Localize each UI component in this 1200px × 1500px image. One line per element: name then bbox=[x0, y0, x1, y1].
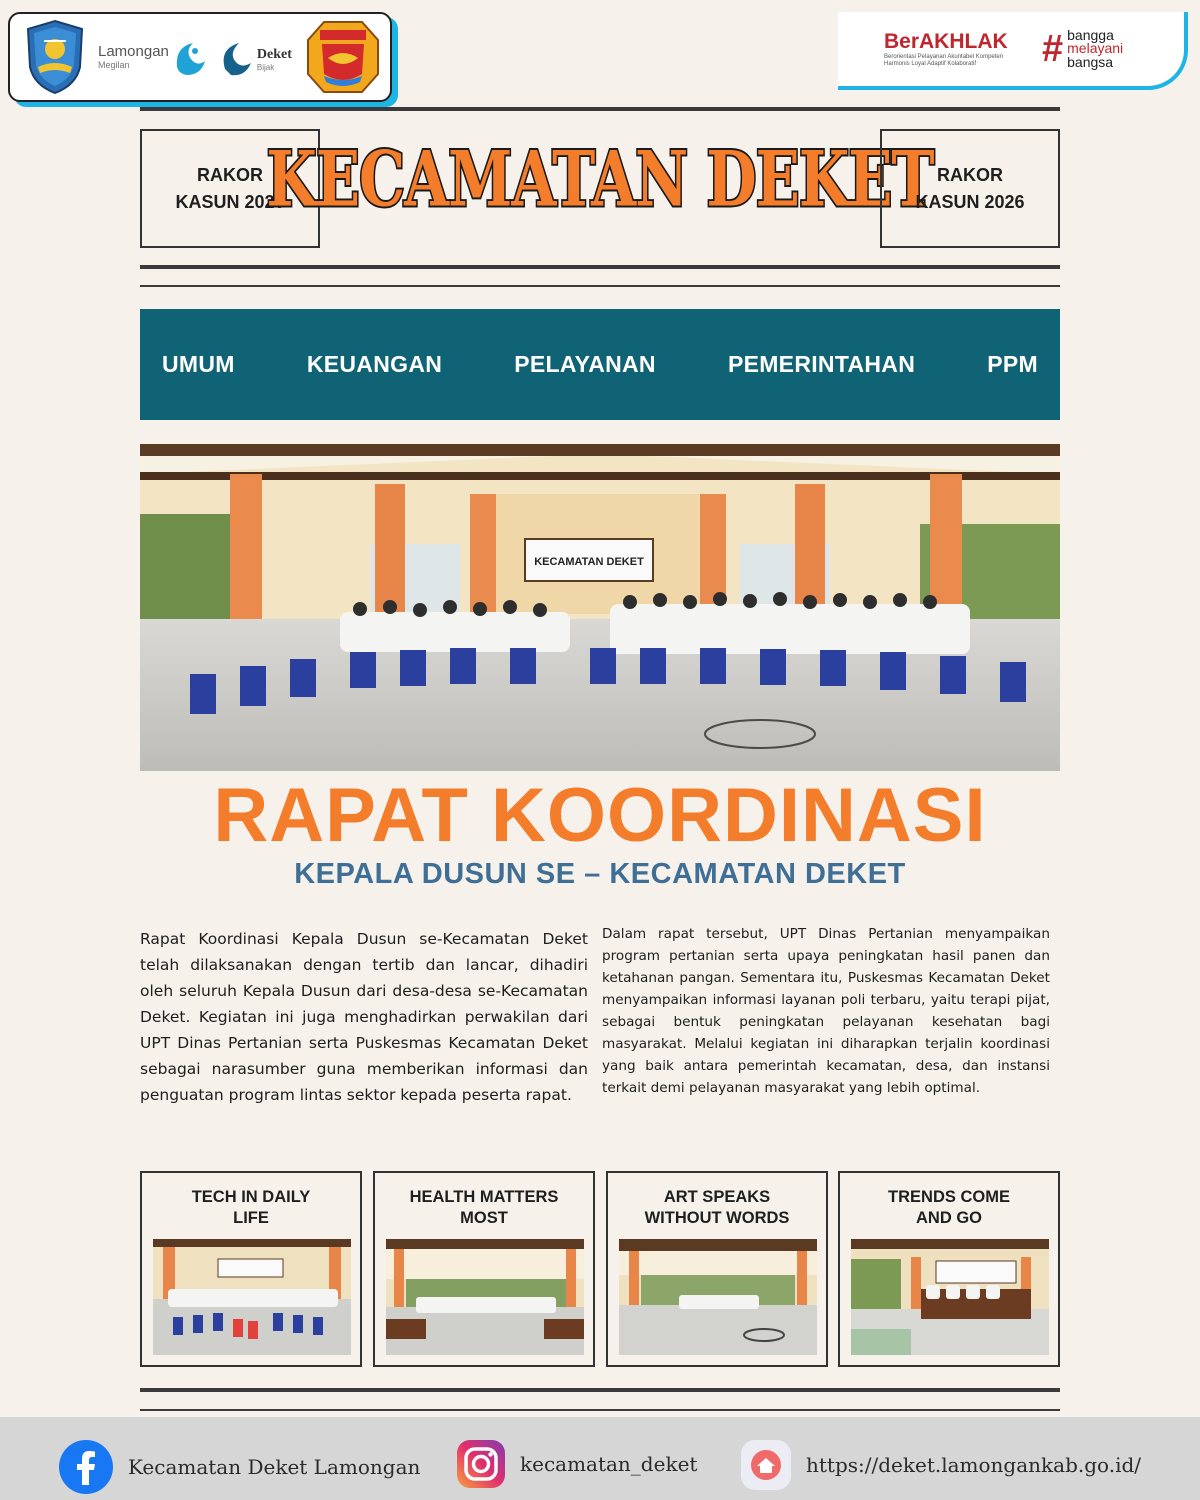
masthead-title bbox=[266, 134, 934, 234]
footer bbox=[0, 1417, 1200, 1500]
lamongan-emblem-icon bbox=[24, 19, 86, 95]
card-thumbnail bbox=[619, 1239, 817, 1355]
facebook-label: Kecamatan Deket Lamongan bbox=[128, 1455, 421, 1479]
card-thumbnail bbox=[386, 1239, 584, 1355]
facebook-icon bbox=[58, 1439, 114, 1495]
meeting-hall-photo bbox=[140, 444, 1060, 771]
kecamatan-emblem-icon bbox=[304, 18, 382, 96]
story-card-trends[interactable] bbox=[838, 1171, 1060, 1367]
nav-item-ppm[interactable]: PPM bbox=[987, 351, 1038, 377]
lamongan-wave-icon bbox=[173, 37, 207, 77]
card-photo bbox=[619, 1239, 817, 1355]
card-thumbnail bbox=[153, 1239, 351, 1355]
lamongan-brand-text: Lamongan bbox=[98, 43, 169, 60]
bangga-line-3: bangsa bbox=[1067, 53, 1114, 70]
card-title: TRENDS COME AND GO bbox=[888, 1188, 1010, 1227]
facebook-link[interactable] bbox=[58, 1439, 420, 1495]
instagram-icon bbox=[456, 1439, 506, 1489]
deket-brand-text: Deket bbox=[256, 46, 292, 62]
nav-item-umum[interactable]: UMUM bbox=[162, 351, 235, 377]
bangga-melayani-logo bbox=[1042, 29, 1123, 69]
header-rule-thin bbox=[140, 285, 1060, 287]
berakhlak-subtitle: Berorientasi Pelayanan Akuntabel Kompeten Harmonis Loyal Adaptif Kolaboratif bbox=[884, 53, 1004, 67]
story-card-health[interactable] bbox=[373, 1171, 595, 1367]
card-title: ART SPEAKS WITHOUT WORDS bbox=[644, 1188, 790, 1227]
card-photo bbox=[153, 1239, 351, 1355]
partner-logos bbox=[8, 12, 392, 102]
bottom-rule-thick bbox=[140, 1388, 1060, 1392]
deket-brand bbox=[219, 37, 292, 77]
card-title: HEALTH MATTERS MOST bbox=[409, 1188, 559, 1227]
bangga-line-2: melayani bbox=[1067, 40, 1124, 57]
nav-item-keuangan[interactable]: KEUANGAN bbox=[306, 351, 443, 377]
lamongan-brand bbox=[98, 44, 169, 70]
bangga-line-1: bangga bbox=[1067, 27, 1114, 44]
story-card-art[interactable] bbox=[606, 1171, 828, 1367]
instagram-label: kecamatan_deket bbox=[520, 1452, 698, 1476]
hall-sign-text: KECAMATAN DEKET bbox=[534, 556, 644, 568]
instagram-link[interactable] bbox=[456, 1439, 697, 1489]
article-paragraph-right: Dalam rapat tersebut, UPT Dinas Pertanian menyampaikan program pertanian serta upaya peningkatan hasil panen dan ketahanan pangan. Sementara itu, Puskesmas Kecamatan Deket menyampaikan informasi layanan poli terbaru, yaitu terapi pijat, sebagai bentuk peningkatan pelayanan kesehatan bagi masyarakat. Melalui kegiatan ini diharapkan terjalin koordinasi yang baik antara pemerintah kecamatan, desa, dan instansi terkait demi pelayanan masyarakat yang lebih optimal. bbox=[602, 926, 1050, 1096]
nav-item-pemerintahan[interactable]: PEMERINTAHAN bbox=[727, 351, 916, 377]
card-title: TECH IN DAILY LIFE bbox=[191, 1188, 311, 1227]
hero-photo bbox=[140, 444, 1060, 771]
berakhlak-banner bbox=[838, 12, 1188, 90]
lamongan-tagline: Megilan bbox=[98, 60, 130, 70]
story-card-tech[interactable] bbox=[140, 1171, 362, 1367]
left-badge-line-1: RAKOR bbox=[196, 165, 263, 186]
subheadline: KEPALA DUSUN SE – KECAMATAN DEKET bbox=[294, 858, 906, 890]
bottom-rule-thin bbox=[140, 1409, 1060, 1411]
top-rule bbox=[140, 107, 1060, 111]
website-link[interactable] bbox=[740, 1439, 1141, 1491]
left-badge-line-2: KASUN 2026 bbox=[175, 191, 285, 212]
nav-item-pelayanan[interactable]: PELAYANAN bbox=[514, 351, 656, 377]
right-badge bbox=[880, 129, 1060, 248]
berakhlak-title: BerAKHLAK bbox=[884, 29, 1008, 53]
category-nav bbox=[140, 309, 1060, 420]
deket-tagline: Bijak bbox=[256, 62, 275, 72]
masthead-text: KECAMATAN DEKET bbox=[266, 134, 934, 224]
hashtag-icon: # bbox=[1042, 27, 1064, 70]
deket-wave-icon bbox=[219, 37, 255, 77]
header-rule-thick bbox=[140, 265, 1060, 269]
article-paragraph-left: Rapat Koordinasi Kepala Dusun se-Kecamatan Deket telah dilaksanakan dengan tertib dan lancar, dihadiri oleh seluruh Kepala Dusun dari desa-desa se-Kecamatan Deket. Kegiatan ini juga menghadirkan perwakilan dari UPT Dinas Pertanian serta Puskesmas Kecamatan Deket sebagai narasumber guna memberikan informasi dan penguatan program lintas sektor kepada peserta rapat. bbox=[140, 930, 588, 1104]
card-thumbnail bbox=[851, 1239, 1049, 1355]
home-icon bbox=[740, 1439, 792, 1491]
card-photo bbox=[386, 1239, 584, 1355]
website-label: https://deket.lamongankab.go.id/ bbox=[806, 1453, 1142, 1477]
headline: RAPAT KOORDINASI bbox=[213, 773, 987, 858]
right-badge-line-1: RAKOR bbox=[936, 165, 1003, 186]
card-photo bbox=[851, 1239, 1049, 1355]
right-badge-line-2: KASUN 2026 bbox=[915, 191, 1025, 212]
